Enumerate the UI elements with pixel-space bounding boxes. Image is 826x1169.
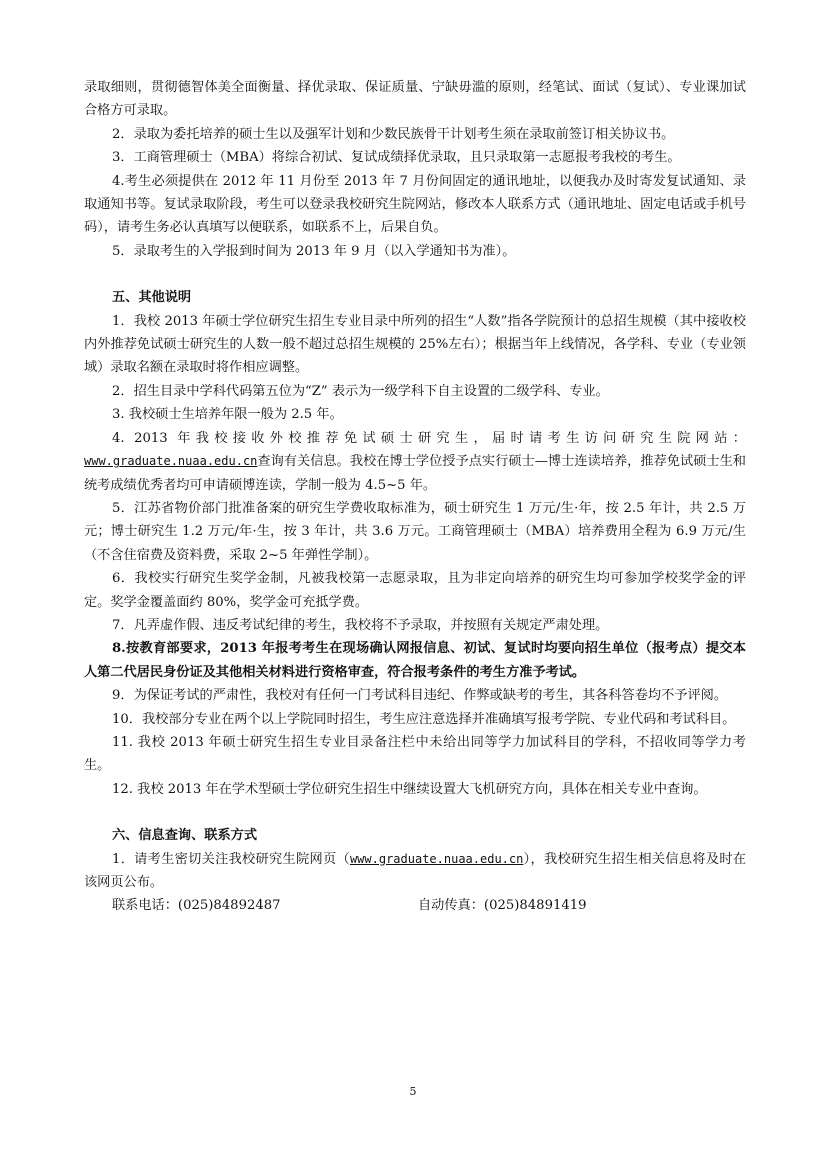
paragraph: 3．工商管理硕士（MBA）将综合初试、复试成绩择优录取，且只录取第一志愿报考我校的考生。 bbox=[112, 150, 681, 166]
page-number: 5 bbox=[409, 1085, 417, 1098]
contact-row bbox=[84, 894, 746, 917]
document-body bbox=[84, 76, 746, 918]
phone-number: 联系电话：(025)84892487 bbox=[112, 898, 281, 914]
paragraph-text: 4. 2013 年我校接收外校推荐免试硕士研究生，届时请考生访问研究生院网站： bbox=[112, 430, 746, 446]
graduate-website-link[interactable]: www.graduate.nuaa.edu.cn bbox=[349, 851, 524, 866]
paragraph: 3. 我校硕士生培养年限一般为 2.5 年。 bbox=[112, 407, 343, 423]
paragraph: 11. 我校 2013 年硕士研究生招生专业目录备注栏中未给出同等学力加试科目的学科，不招收同等学力考生。 bbox=[84, 734, 746, 774]
paragraph: 10．我校部分专业在两个以上学院同时招生，考生应注意选择并准确填写报考学院、专业代码和考试科目。 bbox=[112, 711, 736, 727]
paragraph: 9．为保证考试的严肃性，我校对有任何一门考试科目违纪、作弊或缺考的考生，其各科答卷均不予评阅。 bbox=[112, 688, 728, 704]
paragraph: 7．凡弄虚作假、违反考试纪律的考生，我校将不予录取，并按照有关规定严肃处理。 bbox=[112, 617, 609, 633]
paragraph: 5．江苏省物价部门批准备案的研究生学费收取标准为，硕士研究生 1 万元/生·年，按 2.5 年计，共 2.5 万元；博士研究生 1.2 万元/年·生，按 3 年计，共 3.6 万元。工商管理硕士（MBA）培养费用全程为 6.9 万元/生（不含住宿费及资料费，采取 2~5 年弹性学制）。 bbox=[84, 500, 746, 563]
paragraph: 2．招生目录中学科代码第五位为“Z” 表示为一级学科下自主设置的二级学科、专业。 bbox=[112, 383, 609, 399]
fax-number: 自动传真：(025)84891419 bbox=[418, 898, 587, 914]
graduate-website-link[interactable]: www.graduate.nuaa.edu.cn bbox=[84, 454, 258, 469]
paragraph-important: 8.按教育部要求，2013 年报考考生在现场确认网报信息、初试、复试时均要向招生单位（报考点）提交本人第二代居民身份证及其他相关材料进行资格审查，符合报考条件的考生方准予考试。 bbox=[84, 641, 746, 680]
paragraph: 4.考生必须提供在 2012 年 11 月份至 2013 年 7 月份间固定的通讯地址，以便我办及时寄发复试通知、录取通知书等。复试录取阶段，考生可以登录我校研究生院网站，修改本人联系方式（通讯地址、固定电话或手机号码），请考生务必认真填写以便联系，如联系不上，后果自负。 bbox=[84, 173, 746, 236]
paragraph-text: 1．请考生密切关注我校研究生院网页（ bbox=[112, 851, 350, 867]
paragraph: 6．我校实行研究生奖学金制，凡被我校第一志愿录取，且为非定向培养的研究生均可参加学校奖学金的评定。奖学金覆盖面约 80%，奖学金可充抵学费。 bbox=[84, 571, 746, 610]
section-heading: 六、信息查询、联系方式 bbox=[112, 828, 258, 844]
paragraph-text: ），我校研究生招生相关信息将及时在该网页公布。 bbox=[84, 851, 746, 890]
paragraph: 录取细则，贯彻德智体美全面衡量、择优录取、保证质量、宁缺毋滥的原则，经笔试、面试（复试）、专业课加试合格方可录取。 bbox=[84, 80, 746, 119]
paragraph bbox=[84, 427, 746, 497]
paragraph: 5．录取考生的入学报到时间为 2013 年 9 月（以入学通知书为准）。 bbox=[112, 243, 516, 259]
paragraph bbox=[84, 848, 746, 895]
paragraph: 2．录取为委托培养的硕士生以及强军计划和少数民族骨干计划考生须在录取前签订相关协议书。 bbox=[112, 126, 675, 142]
paragraph: 1．我校 2013 年硕士学位研究生招生专业目录中所列的招生“人数”指各学院预计的总招生规模（其中接收校内外推荐免试硕士研究生的人数一般不超过总招生规模的 25%左右）；根据当年上线情况，各学科、专业（专业领域）录取名额在录取时将作相应调整。 bbox=[84, 313, 746, 376]
section-heading: 五、其他说明 bbox=[112, 290, 192, 306]
paragraph: 12. 我校 2013 年在学术型硕士学位研究生招生中继续设置大飞机研究方向，具体在相关专业中查询。 bbox=[112, 781, 707, 797]
paragraph-text: 查询有关信息。我校在博士学位授予点实行硕士—博士连读培养，推荐免试硕士生和统考成绩优秀者均可申请硕博连读，学制一般为 4.5~5 年。 bbox=[84, 454, 746, 493]
